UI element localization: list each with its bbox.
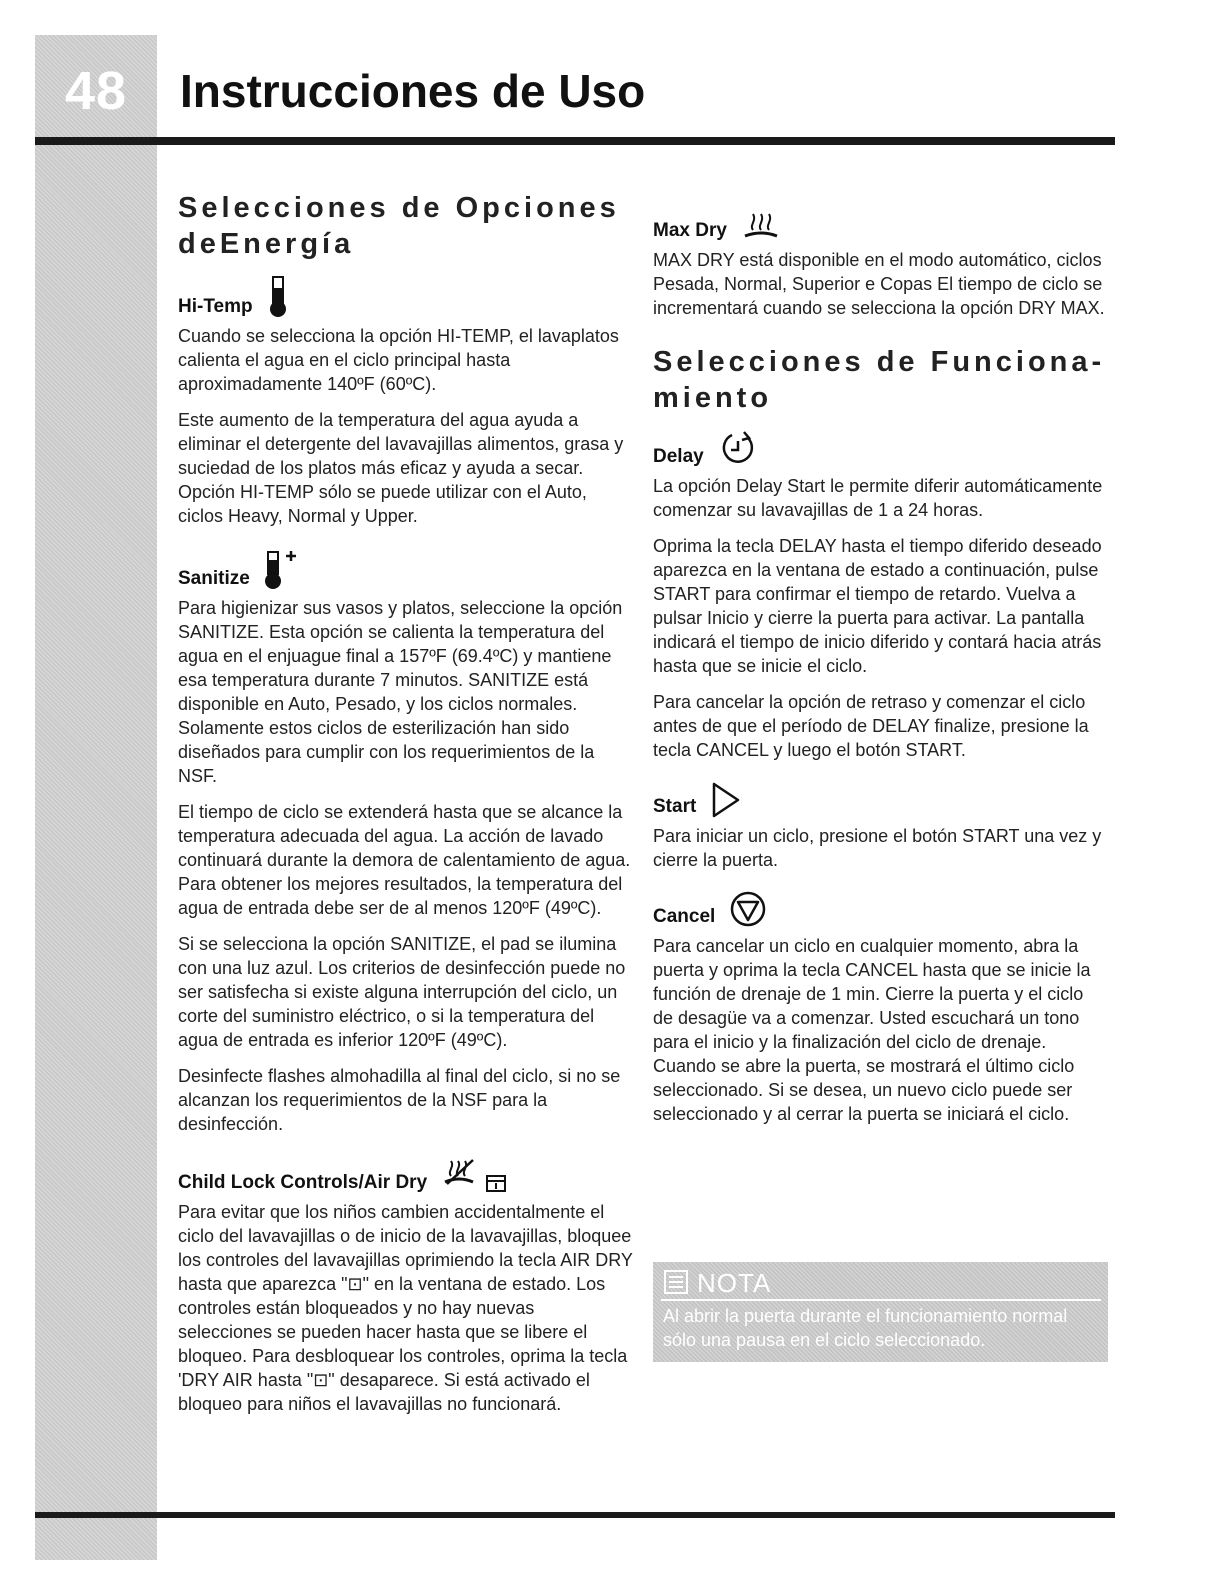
thermometer-icon <box>267 276 289 318</box>
heat-waves-icon <box>741 208 781 242</box>
footer-rule <box>35 1512 1115 1518</box>
hitemp-section <box>178 276 633 528</box>
left-column <box>178 190 633 1428</box>
clock-delay-icon <box>718 428 758 468</box>
air-dry-lock-icon <box>441 1154 513 1194</box>
note-box <box>653 1262 1108 1362</box>
page-number: 48 <box>64 61 128 121</box>
maxdry-paragraph-1: MAX DRY está disponible en el modo automático, ciclos Pesada, Normal, Superior e Copas El tiempo de ciclo se incrementará cuando se selecciona la opción DRY MAX. <box>653 250 1105 318</box>
delay-paragraph-2: Oprima la tecla DELAY hasta el tiempo diferido deseado aparezca en la ventana de estado a continuación, pulse START para confirmar el tiempo de retardo. Vuelva a pulsar Inicio y cierre la puerta para activar. La pantalla indicará el tiempo de inicio diferido y contará hacia atrás hasta que se inicie el ciclo. <box>653 536 1102 676</box>
hitemp-paragraph-2: Este aumento de la temperatura del agua ayuda a eliminar el detergente del lavavajillas alimentos, grasa y suciedad de los platos más eficaz y ayuda a secar. Opción HI-TEMP sólo se puede utilizar con el Auto, ciclos Heavy, Normal y Upper. <box>178 410 624 526</box>
maxdry-heading: Max Dry <box>653 208 1108 242</box>
side-band <box>35 35 157 1560</box>
sanitize-heading: Sanitize <box>178 548 633 590</box>
sanitize-paragraph-1: Para higienizar sus vasos y platos, seleccione la opción SANITIZE. Esta opción se calienta la temperatura del agua en el enjuague final a 157ºF (69.4ºC) y mantiene esa temperatura durante 7 minutos. SANITIZE está disponible en Auto, Pesado, y los ciclos normales. Solamente estos ciclos de esterilización han sido diseñados para cumplir con los requerimientos de la NSF. <box>178 598 623 786</box>
start-section <box>653 782 1108 872</box>
childlock-heading: Child Lock Controls/Air Dry <box>178 1154 633 1194</box>
right-column <box>653 190 1108 1138</box>
note-title: NOTA <box>697 1268 772 1298</box>
function-options-heading: Selecciones de Funciona- miento <box>653 346 1106 414</box>
note-icon <box>663 1270 689 1299</box>
note-rule <box>661 1299 1101 1301</box>
page-title: Instrucciones de Uso <box>180 65 646 117</box>
start-paragraph-1: Para iniciar un ciclo, presione el botón START una vez y cierre la puerta. <box>653 826 1102 870</box>
maxdry-section <box>653 208 1108 320</box>
play-icon <box>710 782 740 818</box>
delay-heading: Delay <box>653 428 1108 468</box>
sanitize-section <box>178 548 633 1136</box>
energy-options-heading: Selecciones de Opciones deEnergía <box>178 192 620 260</box>
cancel-section <box>653 890 1108 1126</box>
start-heading: Start <box>653 782 1108 818</box>
childlock-paragraph-1: Para evitar que los niños cambien accidentalmente el ciclo del lavavajillas o de inicio de la lavavajillas, bloquee los controles del lavavajillas oprimiendo la tecla AIR DRY hasta que aparezca "⊡" en la ventana de estado. Los controles están bloqueados y no hay nuevas selecciones se pueden hacer hasta que se libere el bloqueo. Para desbloquear los controles, oprima la tecla 'DRY AIR hasta "⊡" desaparece. Si está activado el bloqueo para niños el lavavajillas no funcionará. <box>178 1202 633 1414</box>
sanitize-paragraph-2: El tiempo de ciclo se extenderá hasta que se alcance la temperatura adecuada del agua. La acción de lavado continuará durante la demora de calentamiento de agua. Para obtener los mejores resultados, la temperatura del agua de entrada debe ser de al menos 120ºF (49ºC). <box>178 802 631 918</box>
note-text: Al abrir la puerta durante el funcionamiento normal sólo una pausa en el ciclo seleccionado. <box>663 1306 1068 1350</box>
sanitize-paragraph-4: Desinfecte flashes almohadilla al final del ciclo, si no se alcanzan los requerimientos de la NSF para la desinfección. <box>178 1066 621 1134</box>
delay-paragraph-3: Para cancelar la opción de retraso y comenzar el ciclo antes de que el período de DELAY finalize, presione la tecla CANCEL y luego el botón START. <box>653 692 1089 760</box>
childlock-section <box>178 1154 633 1416</box>
hitemp-heading: Hi-Temp <box>178 276 633 318</box>
delay-paragraph-1: La opción Delay Start le permite diferir automáticamente comenzar su lavavajillas de 1 a 24 horas. <box>653 476 1103 520</box>
cancel-circle-icon <box>729 890 767 928</box>
thermometer-plus-icon <box>264 548 298 590</box>
sanitize-paragraph-3: Si se selecciona la opción SANITIZE, el pad se ilumina con una luz azul. Los criterios de desinfección puede no ser satisfecha si existe alguna interrupción del ciclo, un corte del suministro eléctrico, o si la temperatura del agua de entrada es inferior 120ºF (49ºC). <box>178 934 626 1050</box>
cancel-paragraph-1: Para cancelar un ciclo en cualquier momento, abra la puerta y oprima la tecla CANCEL hasta que se inicie la función de drenaje de 1 min. Cierre la puerta y el ciclo de desagüe va a comenzar. Usted escuchará un tono para el inicio y la finalización del ciclo de drenaje. Cuando se abre la puerta, se mostrará el último ciclo seleccionado. Si se desea, un nuevo ciclo puede ser seleccionado y al cerrar la puerta se iniciará el ciclo. <box>653 936 1091 1124</box>
delay-section <box>653 428 1108 762</box>
header-rule <box>35 137 1115 145</box>
hitemp-paragraph-1: Cuando se selecciona la opción HI-TEMP, el lavaplatos calienta el agua en el ciclo principal hasta aproximadamente 140ºF (60ºC). <box>178 326 619 394</box>
cancel-heading: Cancel <box>653 890 1108 928</box>
